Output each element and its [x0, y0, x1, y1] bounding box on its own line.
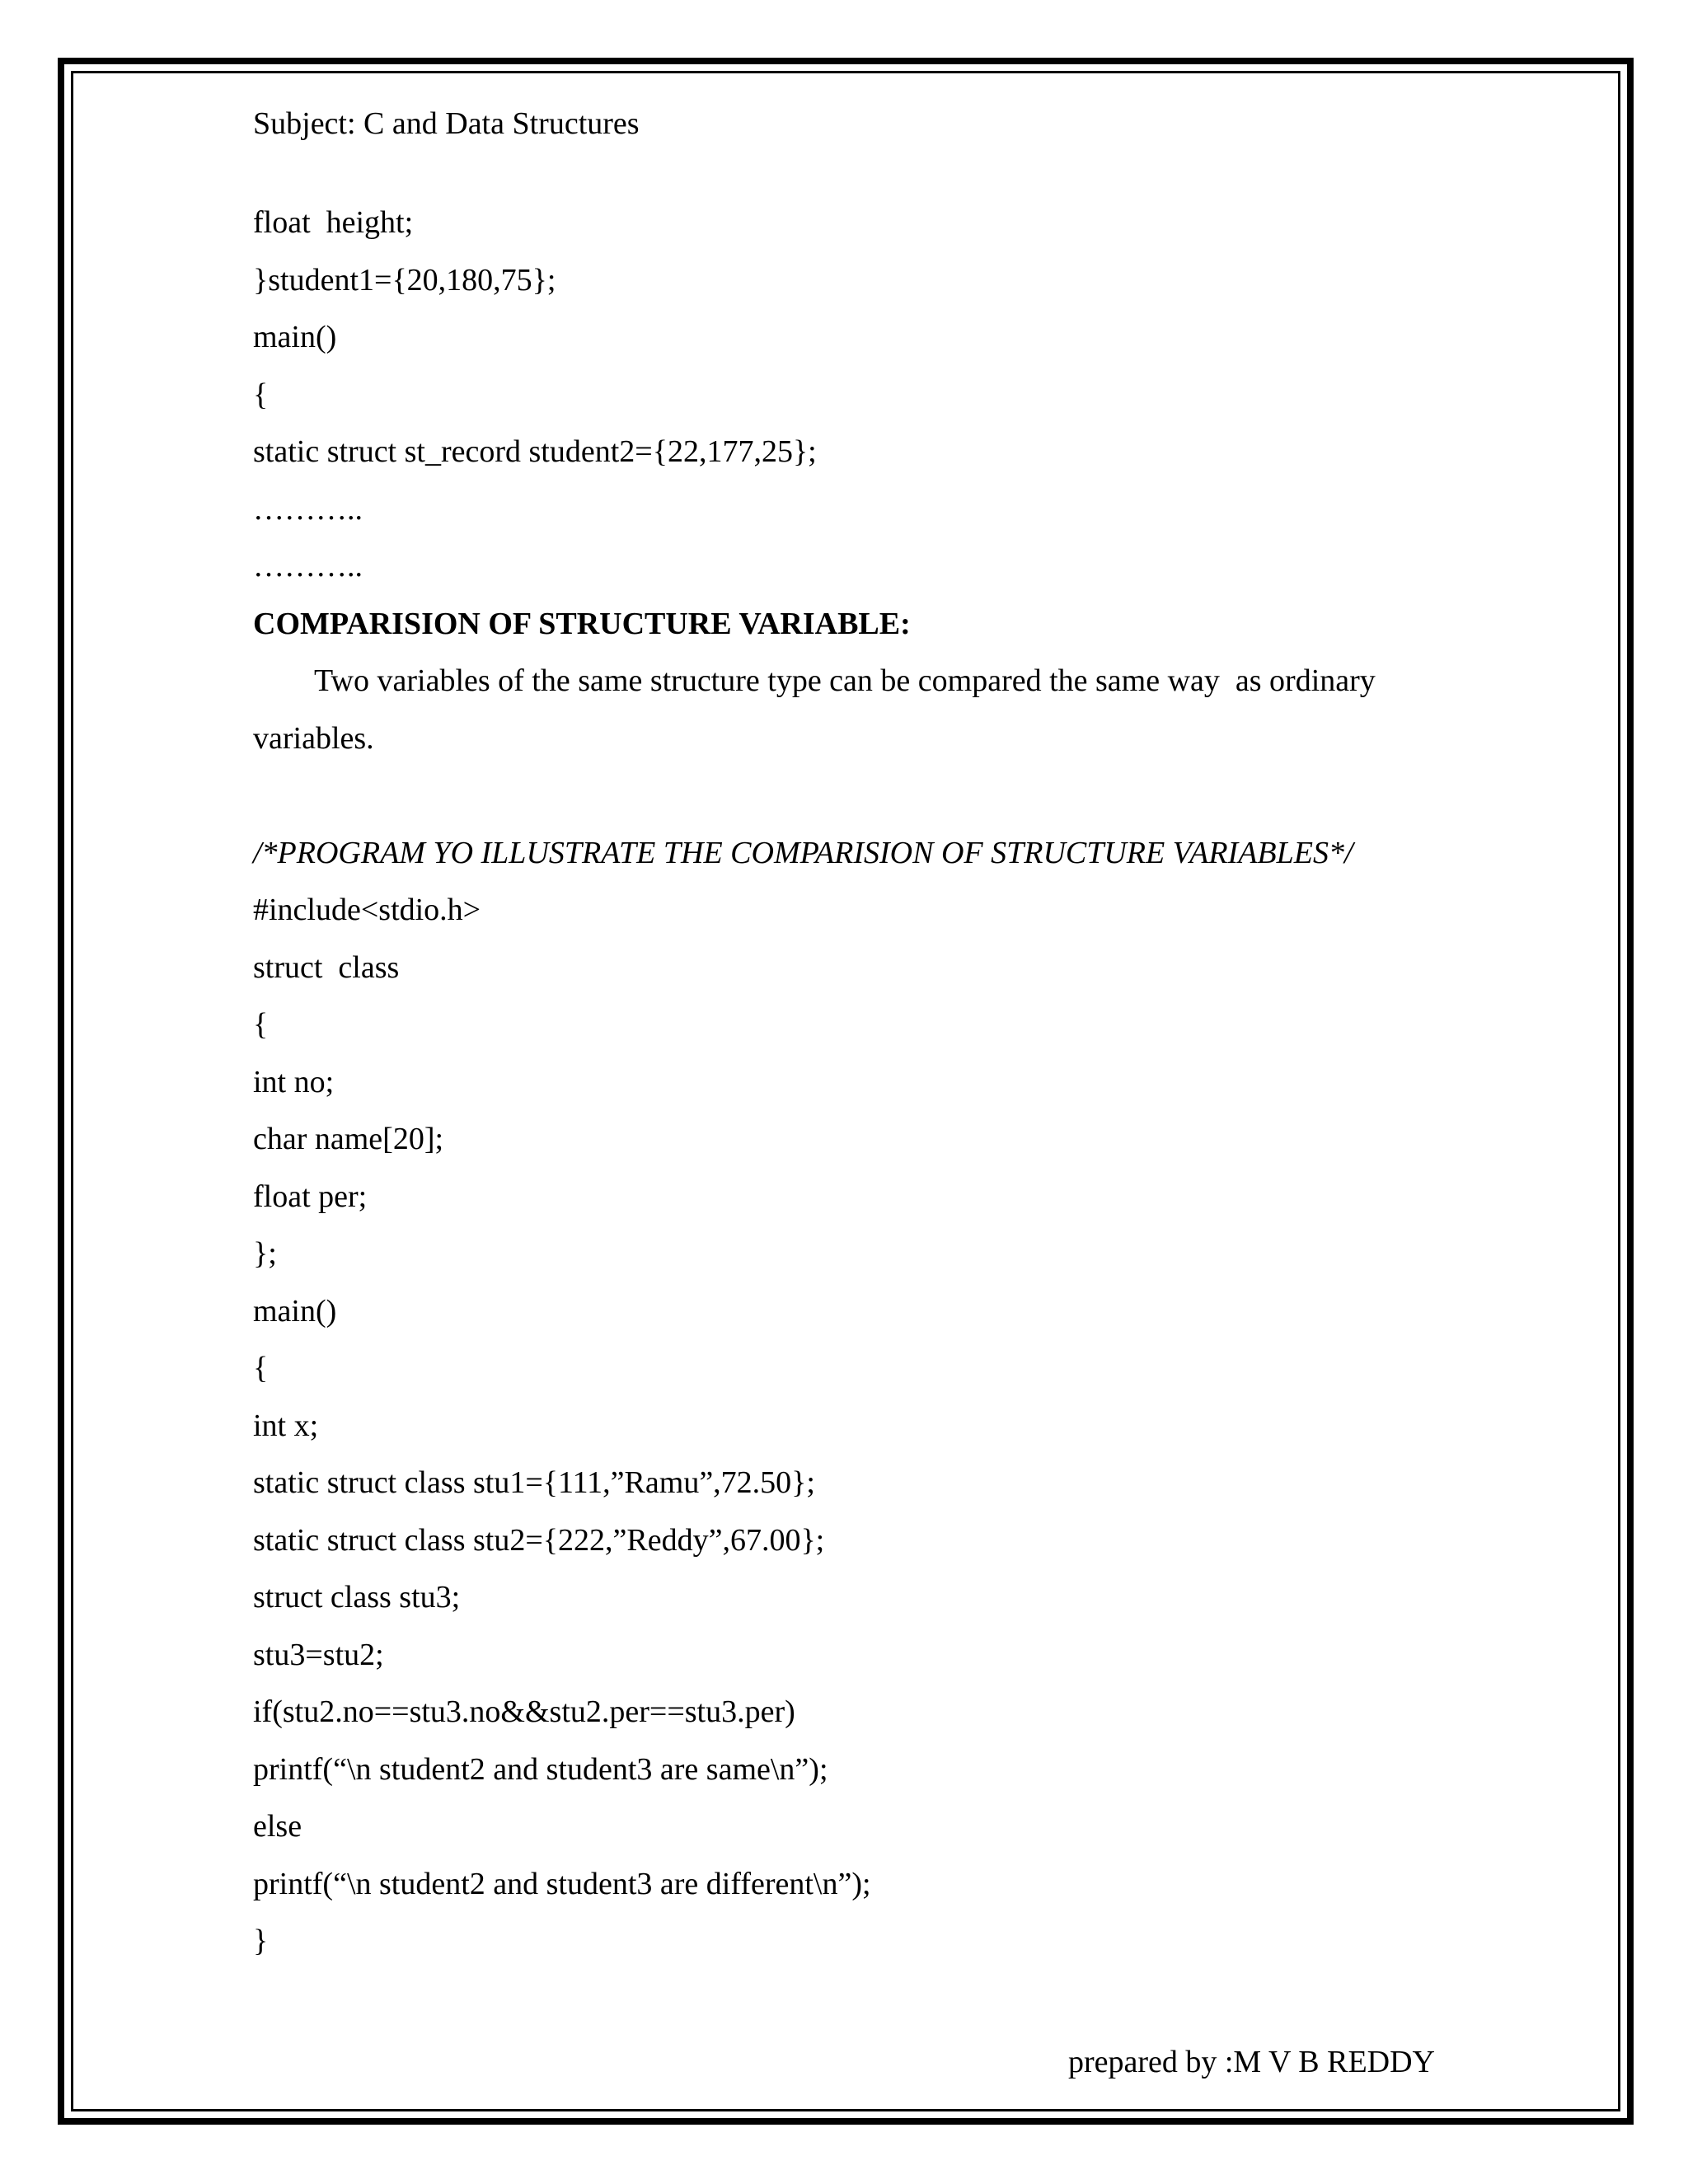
- code-line: {: [253, 377, 269, 412]
- section-heading: COMPARISION OF STRUCTURE VARIABLE:: [253, 606, 911, 641]
- subject-header: Subject: C and Data Structures: [253, 106, 640, 141]
- code-line: float per;: [253, 1179, 368, 1214]
- code-line: static struct class stu1={111,”Ramu”,72.50};: [253, 1465, 815, 1500]
- paragraph-line: Two variables of the same structure type can be compared the same way as ordinary: [314, 663, 1376, 698]
- code-line: stu3=stu2;: [253, 1637, 384, 1672]
- code-line: int x;: [253, 1408, 319, 1443]
- code-line: else: [253, 1809, 302, 1844]
- code-line: #include<stdio.h>: [253, 893, 481, 927]
- code-line: struct class stu3;: [253, 1580, 461, 1615]
- code-line: int no;: [253, 1064, 335, 1099]
- program-comment: /*PROGRAM YO ILLUSTRATE THE COMPARISION OF STRUCTURE VARIABLES*/: [253, 835, 1353, 870]
- spacer: [253, 776, 1489, 833]
- code-line: float height;: [253, 205, 414, 240]
- code-line: main(): [253, 320, 337, 354]
- code-line: main(): [253, 1293, 337, 1329]
- code-line: printf(“\n student2 and student3 are different\n”);: [253, 1866, 871, 1901]
- code-line: {: [253, 1007, 269, 1042]
- page-content: [253, 203, 1489, 1979]
- code-line: printf(“\n student2 and student3 are same\n”);: [253, 1751, 828, 1787]
- paragraph-line: variables.: [253, 720, 374, 756]
- code-line: };: [253, 1236, 277, 1271]
- code-line: static struct class stu2={222,”Reddy”,67.00};: [253, 1522, 825, 1558]
- footer-credit: prepared by :M V B REDDY: [1067, 2045, 1435, 2079]
- code-line: }student1={20,180,75};: [253, 262, 556, 298]
- ellipsis-line: ………..: [253, 549, 363, 583]
- code-line: }: [253, 1924, 269, 1958]
- code-line: static struct st_record student2={22,177,25};: [253, 434, 817, 469]
- code-line: struct class: [253, 949, 400, 985]
- code-line: if(stu2.no==stu3.no&&stu2.per==stu3.per): [253, 1694, 795, 1729]
- ellipsis-line: ………..: [253, 491, 363, 527]
- code-line: {: [253, 1351, 269, 1385]
- code-line: char name[20];: [253, 1122, 444, 1156]
